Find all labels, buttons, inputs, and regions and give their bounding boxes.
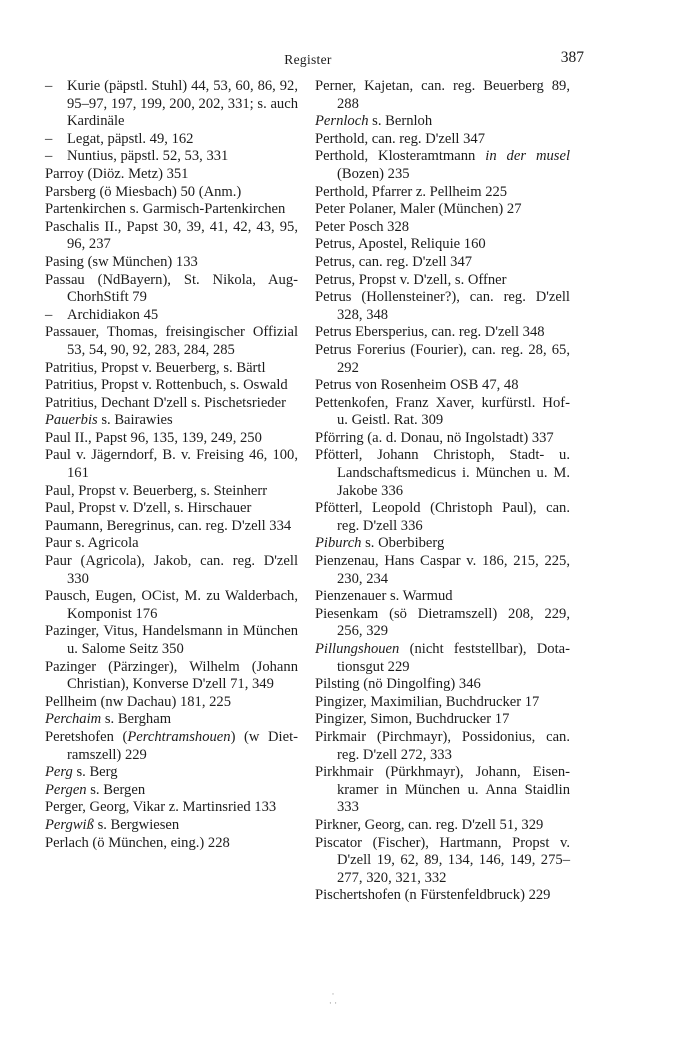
index-entry	[45, 782, 298, 800]
entry-text: Patritius, Propst v. Beuerberg, s. Bärtl	[45, 359, 266, 376]
index-entry	[315, 588, 570, 606]
entry-text: Petrus von Rosenheim OSB 47, 48	[315, 377, 519, 394]
index-entry	[315, 377, 570, 395]
index-entry	[315, 835, 570, 888]
entry-text: s. Bergen	[86, 781, 146, 798]
index-entry	[315, 729, 570, 764]
index-entry	[315, 764, 570, 817]
index-entry	[45, 219, 298, 254]
entry-text: Peter Posch 328	[315, 218, 410, 235]
dash-marker: –	[45, 148, 53, 165]
index-entry	[45, 500, 298, 518]
entry-text: Petrus, Apostel, Reliquie 160	[315, 236, 486, 253]
italic-headword: Pauerbis	[45, 412, 98, 429]
index-entry	[45, 623, 298, 658]
index-entry	[315, 447, 570, 500]
entry-text: Kurie (päpstl. Stuhl) 44, 53, 60, 86, 92, 95–97, 197, 199, 200, 202, 331; s. auch Kardinäle	[67, 78, 298, 130]
entry-text: Piscator (Fischer), Hartmann, Propst v. D'zell 19, 62, 89, 134, 146, 149, 275–277, 320, 321, 332	[315, 834, 570, 886]
entry-text: Perner, Kajetan, can. reg. Beuerberg 89, 288	[315, 78, 570, 112]
entry-text: Petrus Forerius (Fourier), can. reg. 28, 65, 292	[315, 341, 570, 376]
index-entry	[45, 799, 298, 817]
dash-marker: –	[45, 130, 53, 147]
index-entry	[45, 360, 298, 378]
index-entry	[45, 588, 298, 623]
entry-text: Pfötterl, Johann Christoph, Stadt- u. Landschaftsmedicus i. München u. M. Jakobe 336	[315, 447, 570, 499]
entry-text: Peretshofen (	[45, 728, 128, 745]
footer-mark-line: · ·	[328, 998, 338, 1008]
index-entry	[315, 694, 570, 712]
index-column-right	[315, 78, 570, 905]
entry-text: Paul, Propst v. D'zell, s. Hirschauer	[45, 500, 252, 517]
entry-text: Pellheim (nw Dachau) 181, 225	[45, 693, 232, 710]
entry-text: Pazinger (Pärzinger), Wilhelm (Johann Christian), Konverse D'zell 71, 349	[45, 658, 298, 693]
italic-headword: Pillungshouen	[315, 641, 400, 657]
entry-text: Piesenkam (sö Dietramszell) 208, 229, 256, 329	[315, 605, 570, 640]
index-entry	[45, 412, 298, 430]
entry-text: Legat, päpstl. 49, 162	[67, 130, 194, 147]
index-entry	[45, 78, 298, 131]
entry-text: Pausch, Eugen, OCist, M. zu Walderbach, Komponist 176	[45, 588, 298, 622]
index-entry	[45, 307, 298, 325]
entry-text: Nuntius, päpstl. 52, 53, 331	[67, 148, 229, 165]
entry-text: Pirkhmair (Pürkhmayr), Johann, Eisenkramer in München u. Anna Staidlin 333	[315, 764, 570, 816]
index-entry	[45, 131, 298, 149]
entry-text: (nicht feststellbar), Dotationsgut 229	[337, 641, 570, 675]
entry-text: Paul, Propst v. Beuerberg, s. Steinherr	[45, 482, 268, 499]
italic-headword: Perchaim	[45, 711, 102, 728]
index-entry	[315, 184, 570, 202]
entry-text: Pfötterl, Leopold (Christoph Paul), can. reg. D'zell 336	[315, 500, 570, 534]
index-entry	[45, 447, 298, 482]
index-entry	[315, 219, 570, 237]
entry-text: Pförring (a. d. Donau, nö Ingolstadt) 337	[315, 429, 554, 446]
italic-headword: Piburch	[315, 535, 362, 552]
entry-text-continued: ) (w Dietramszell) 229	[67, 728, 298, 763]
entry-text-continued: (Bozen) 235	[337, 165, 410, 182]
entry-text: Pirkner, Georg, can. reg. D'zell 51, 329	[315, 816, 544, 833]
entry-text: Passauer, Thomas, freisingischer Offizial 53, 54, 90, 92, 283, 284, 285	[45, 324, 298, 358]
index-entry	[45, 711, 298, 729]
index-entry	[315, 113, 570, 131]
index-entry	[315, 817, 570, 835]
entry-text: Perthold, Klosteramtmann	[315, 148, 486, 165]
footer-mark-line: ·	[331, 989, 335, 999]
entry-text: Parroy (Diöz. Metz) 351	[45, 165, 189, 182]
index-entry	[315, 606, 570, 641]
entry-text: Partenkirchen s. Garmisch-Partenkirchen	[45, 201, 286, 218]
entry-text: s. Bergwiesen	[93, 816, 180, 833]
index-entry	[315, 500, 570, 535]
entry-text: Pienzenauer s. Warmud	[315, 588, 453, 605]
italic-phrase: in der musel	[485, 148, 571, 165]
index-entry	[315, 430, 570, 448]
entry-text: Pazinger, Vitus, Handelsmann in München u. Salome Seitz 350	[45, 623, 298, 657]
index-entry	[315, 641, 570, 676]
index-entry	[315, 676, 570, 694]
entry-text: Petrus, can. reg. D'zell 347	[315, 253, 473, 270]
index-entry	[315, 887, 570, 905]
index-entry	[45, 835, 298, 853]
dash-marker: –	[45, 306, 53, 323]
index-entry	[315, 289, 570, 324]
index-entry	[315, 342, 570, 377]
entry-text: Pasing (sw München) 133	[45, 253, 198, 270]
entry-text: s. Bergham	[101, 711, 172, 728]
italic-headword: Pernloch	[315, 113, 369, 130]
index-entry	[45, 483, 298, 501]
entry-text: s. Berg	[72, 764, 118, 781]
index-entry	[315, 254, 570, 272]
index-entry	[45, 659, 298, 694]
dash-marker: –	[45, 78, 53, 94]
entry-text: Paur s. Agricola	[45, 535, 139, 552]
index-entry	[315, 395, 570, 430]
entry-text: Perthold, can. reg. D'zell 347	[315, 130, 486, 147]
entry-text: Pingizer, Maximilian, Buchdrucker 17	[315, 693, 540, 710]
index-entry	[315, 201, 570, 219]
italic-headword: Pergwiß	[45, 816, 94, 833]
entry-text: Pienzenau, Hans Caspar v. 186, 215, 225, 230, 234	[315, 553, 570, 587]
running-head: Register	[284, 52, 332, 67]
entry-text: Patritius, Dechant D'zell s. Pischetsrieder	[45, 394, 286, 411]
entry-text: Paumann, Beregrinus, can. reg. D'zell 334	[45, 517, 292, 534]
index-entry	[315, 553, 570, 588]
index-entry	[315, 148, 570, 183]
index-entry	[45, 764, 298, 782]
index-entry	[45, 324, 298, 359]
entry-text: Paur (Agricola), Jakob, can. reg. D'zell 330	[45, 553, 298, 587]
italic-headword: Perg	[45, 764, 73, 781]
entry-text: Pischertshofen (n Fürstenfeldbruck) 229	[315, 887, 551, 904]
italic-phrase: Perchtramshouen	[127, 728, 231, 745]
entry-text: Paschalis II., Papst 30, 39, 41, 42, 43, 95, 96, 237	[45, 218, 298, 253]
index-entry	[45, 377, 298, 395]
index-entry	[315, 535, 570, 553]
entry-text: Archidiakon 45	[67, 306, 159, 323]
index-column-left	[45, 78, 298, 852]
index-entry	[45, 184, 298, 202]
entry-text: Pirkmair (Pirchmayr), Possidonius, can. reg. D'zell 272, 333	[315, 728, 570, 763]
entry-text: Peter Polaner, Maler (München) 27	[315, 201, 522, 218]
entry-text: Parsberg (ö Miesbach) 50 (Anm.)	[45, 183, 242, 200]
index-entry	[45, 395, 298, 413]
entry-text: s. Oberbiberg	[361, 535, 445, 552]
entry-text: s. Bernloh	[368, 113, 433, 130]
index-entry	[315, 711, 570, 729]
entry-text: Petrus (Hollensteiner?), can. reg. D'zell 328, 348	[315, 289, 570, 323]
index-entry	[315, 131, 570, 149]
index-entry	[315, 236, 570, 254]
index-entry	[45, 272, 298, 307]
index-entry	[45, 694, 298, 712]
index-entry	[315, 272, 570, 290]
index-entry	[45, 518, 298, 536]
index-entry	[45, 817, 298, 835]
page-number: 387	[560, 49, 584, 66]
entry-text: Pilsting (nö Dingolfing) 346	[315, 676, 481, 693]
index-entry	[315, 324, 570, 342]
entry-text: Paul II., Papst 96, 135, 139, 249, 250	[45, 429, 262, 446]
index-entry	[45, 535, 298, 553]
index-entry	[45, 254, 298, 272]
index-entry	[45, 553, 298, 588]
entry-text: Patritius, Propst v. Rottenbuch, s. Oswald	[45, 377, 288, 394]
footer-marks	[318, 990, 348, 1008]
italic-headword: Pergen	[45, 781, 87, 798]
entry-text: s. Bairawies	[97, 412, 173, 429]
index-entry	[45, 148, 298, 166]
entry-text: Petrus, Propst v. D'zell, s. Offner	[315, 271, 507, 288]
entry-text: Perger, Georg, Vikar z. Martinsried 133	[45, 799, 277, 816]
index-entry	[45, 430, 298, 448]
entry-text: Paul v. Jägerndorf, B. v. Freising 46, 100, 161	[45, 447, 298, 482]
entry-text: Passau (NdBayern), St. Nikola, AugChorhStift 79	[45, 271, 298, 306]
index-entry	[45, 729, 298, 764]
entry-text: Pingizer, Simon, Buchdrucker 17	[315, 711, 510, 728]
entry-text: Perthold, Pfarrer z. Pellheim 225	[315, 183, 508, 200]
entry-text: Perlach (ö München, eing.) 228	[45, 834, 230, 851]
entry-text: Petrus Ebersperius, can. reg. D'zell 348	[315, 324, 545, 341]
entry-text: Pettenkofen, Franz Xaver, kurfürstl. Hof- u. Geistl. Rat. 309	[315, 394, 570, 429]
index-entry	[315, 78, 570, 113]
index-entry	[45, 166, 298, 184]
index-entry	[45, 201, 298, 219]
